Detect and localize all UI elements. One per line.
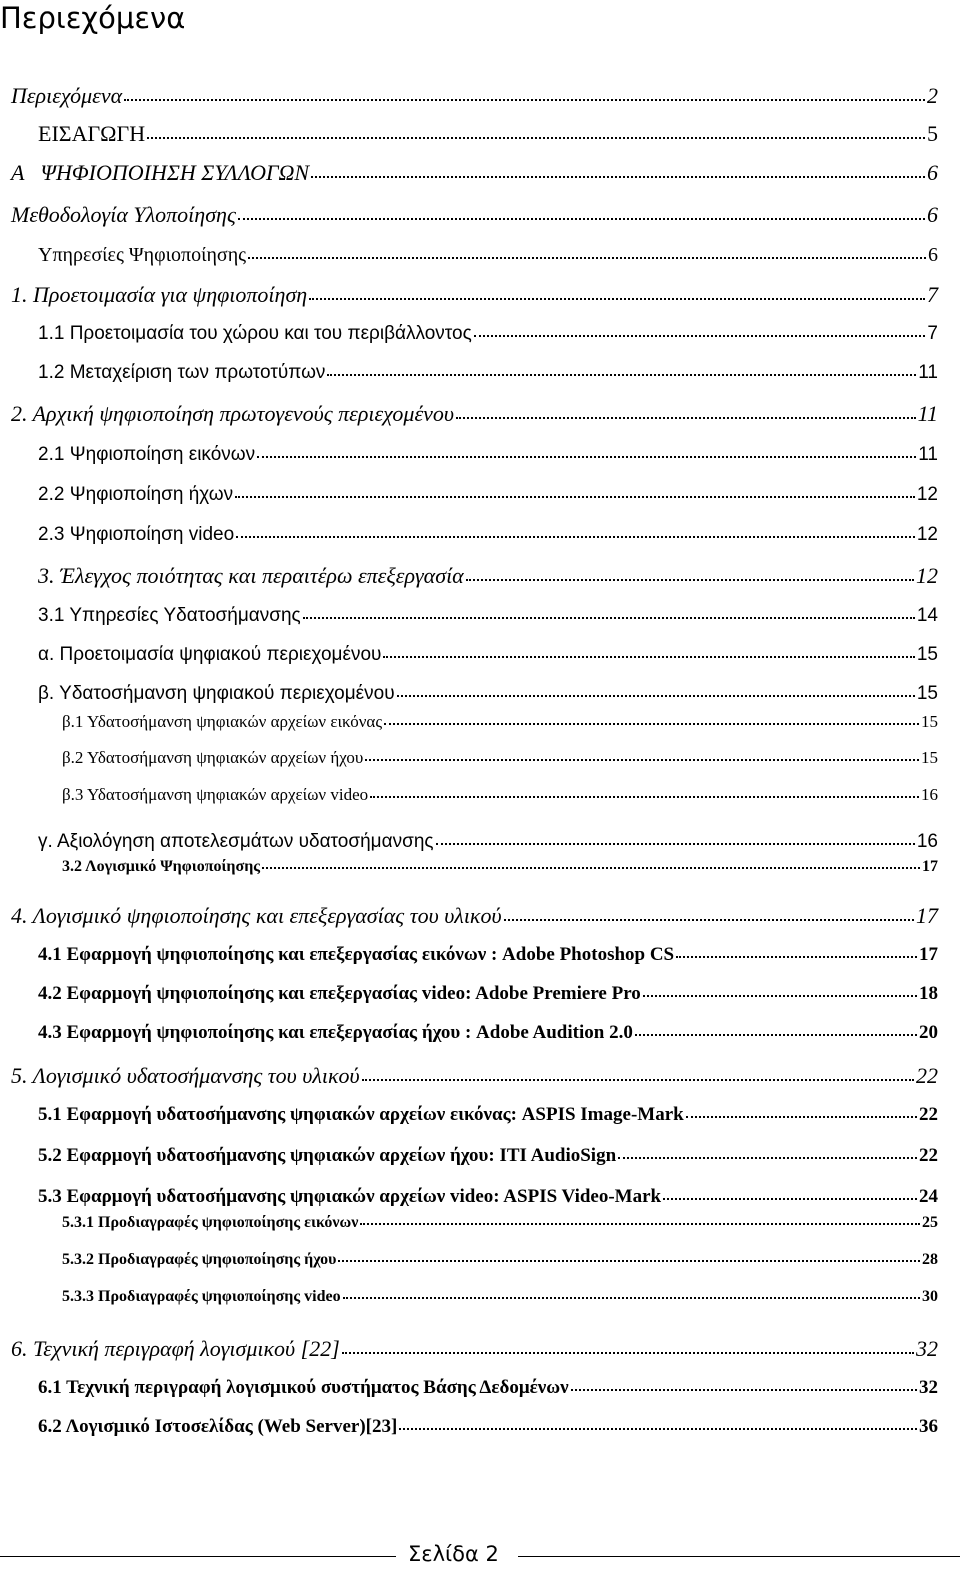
toc-entry-title: β. Υδατοσήμανση ψηφιακού περιεχομένου (38, 683, 395, 704)
toc-entry[interactable] (38, 983, 938, 1005)
toc-leader (303, 616, 915, 619)
toc-leader (311, 175, 925, 178)
toc-entry[interactable] (62, 1214, 938, 1232)
toc-leader (236, 535, 915, 538)
toc-entry-page: 12 (916, 524, 938, 545)
toc-entry-title: 6.1 Τεχνική περιγραφή λογισμικού συστήματος Βάσης Δεδομένων (38, 1377, 569, 1398)
toc-entry-page: 32 (919, 1377, 938, 1398)
toc-entry[interactable] (38, 1416, 938, 1438)
toc-leader (238, 217, 925, 220)
toc-entry-page: 11 (917, 401, 938, 426)
toc-leader (663, 1197, 917, 1200)
toc-entry-title: 1.2 Μεταχείριση των πρωτοτύπων (38, 362, 326, 383)
toc-entry-title: β.3 Υδατοσήμανση ψηφιακών αρχείων video (62, 785, 369, 804)
toc-leader (474, 334, 926, 337)
toc-entry-title: 4.3 Εφαρμογή ψηφιοποίησης και επεξεργασίας ήχου : Adobe Audition 2.0 (38, 1022, 633, 1043)
toc-entry-title: 5.3 Εφαρμογή υδατοσήμανσης ψηφιακών αρχείων video: ASPIS Video-Mark (38, 1186, 662, 1207)
toc-leader (370, 795, 919, 798)
toc-entry-title: 4. Λογισμικό ψηφιοποίησης και επεξεργασίας του υλικού (11, 903, 502, 928)
toc-entry-title: 1.1 Προετοιμασία του χώρου και του περιβάλλοντος (38, 323, 472, 344)
toc-entry[interactable] (11, 1063, 938, 1089)
page-title: Περιεχόμενα (0, 1, 186, 35)
toc-leader (466, 578, 914, 581)
toc-entry-page: 32 (916, 1336, 938, 1361)
toc-entry-page: 20 (919, 1022, 938, 1043)
toc-entry[interactable] (11, 202, 938, 228)
toc-entry[interactable] (38, 644, 938, 666)
toc-entry-page: 25 (922, 1214, 938, 1231)
toc-entry-title: γ. Αξιολόγηση αποτελεσμάτων υδατοσήμανσης (38, 831, 434, 852)
toc-leader (399, 1427, 917, 1430)
toc-entry-title: 2.2 Ψηφιοποίηση ήχων (38, 484, 234, 505)
toc-entry-page: 17 (922, 858, 938, 875)
toc-leader (635, 1033, 917, 1036)
toc-entry[interactable] (62, 858, 938, 876)
toc-leader (124, 98, 925, 101)
toc-entry[interactable] (38, 524, 938, 546)
toc-entry[interactable] (62, 1251, 938, 1269)
toc-entry[interactable] (38, 244, 938, 267)
toc-leader (262, 866, 920, 869)
toc-entry[interactable] (38, 121, 938, 147)
toc-leader (343, 1296, 920, 1299)
toc-entry[interactable] (38, 605, 938, 627)
toc-leader (327, 373, 916, 376)
toc-entry[interactable] (38, 944, 938, 966)
toc-leader (643, 994, 917, 997)
toc-entry[interactable] (38, 1186, 938, 1208)
toc-entry[interactable] (11, 160, 938, 186)
toc-entry-page: 16 (921, 785, 938, 804)
toc-entry[interactable] (11, 903, 938, 929)
toc-entry-page: 12 (916, 563, 938, 588)
toc-entry-page: 22 (919, 1145, 938, 1166)
toc-entry-title: β.2 Υδατοσήμανση ψηφιακών αρχείων ήχου (62, 748, 364, 767)
toc-entry-title: 5.2 Εφαρμογή υδατοσήμανσης ψηφιακών αρχείων ήχου: ITI AudioSign (38, 1145, 617, 1166)
toc-entry-page: 6 (927, 202, 938, 227)
toc-entry-page: 15 (921, 712, 938, 731)
toc-entry-title: 5.3.2 Προδιαγραφές ψηφιοποίησης ήχου (62, 1251, 337, 1268)
toc-entry-page: 7 (927, 323, 938, 344)
toc-entry-page: 14 (916, 605, 938, 626)
toc-leader (504, 918, 914, 921)
page-footer (0, 1542, 960, 1572)
toc-entry-title: 5.1 Εφαρμογή υδατοσήμανσης ψηφιακών αρχείων εικόνας: ASPIS Image-Mark (38, 1104, 684, 1125)
toc-leader (235, 495, 915, 498)
toc-entry-title: ΕΙΣΑΓΩΓΗ (38, 121, 146, 146)
toc-leader (456, 416, 916, 419)
toc-entry-page: 11 (918, 362, 938, 383)
toc-entry[interactable] (38, 1104, 938, 1126)
toc-entry-page: 6 (928, 244, 938, 266)
toc-entry-title: 2.3 Ψηφιοποίηση video (38, 524, 235, 545)
footer-rule-right (518, 1556, 960, 1557)
toc-entry[interactable] (38, 1145, 938, 1167)
toc-leader (248, 256, 926, 259)
toc-entry-page: 28 (922, 1251, 938, 1268)
toc-entry[interactable] (38, 484, 938, 506)
toc-entry-page: 15 (921, 748, 938, 767)
toc-entry[interactable] (38, 831, 938, 853)
toc-entry[interactable] (38, 1022, 938, 1044)
toc-entry[interactable] (62, 748, 938, 768)
toc-entry-title: α. Προετοιμασία ψηφιακού περιεχομένου (38, 644, 382, 665)
toc-entry-page: 2 (927, 83, 938, 108)
toc-leader (362, 1078, 914, 1081)
toc-leader (618, 1156, 917, 1159)
toc-leader (436, 842, 915, 845)
toc-entry[interactable] (38, 683, 938, 705)
toc-entry-page: 17 (916, 903, 938, 928)
toc-entry-page: 36 (919, 1416, 938, 1437)
toc-entry[interactable] (62, 712, 938, 732)
toc-leader (686, 1115, 917, 1118)
toc-entry[interactable] (11, 83, 938, 109)
toc-entry-page: 5 (927, 121, 938, 146)
toc-leader (338, 1259, 920, 1262)
toc-entry[interactable] (62, 785, 938, 805)
toc-entry-title: Περιεχόμενα (11, 83, 123, 108)
toc-entry-title: 3. Έλεγχος ποιότητας και περαιτέρω επεξεργασία (38, 563, 464, 588)
toc-leader (309, 297, 925, 300)
toc-entry-page: 24 (919, 1186, 938, 1207)
toc-leader (365, 758, 919, 761)
toc-entry-page: 15 (916, 644, 938, 665)
toc-leader (571, 1388, 917, 1391)
toc-entry[interactable] (38, 362, 938, 384)
toc-entry-page: 6 (927, 160, 938, 185)
toc-entry[interactable] (38, 323, 938, 345)
toc-entry-page: 22 (916, 1063, 938, 1088)
toc-entry-page: 17 (919, 944, 938, 965)
toc-leader (147, 136, 925, 139)
toc-entry-title: 5.3.3 Προδιαγραφές ψηφιοποίησης video (62, 1288, 341, 1305)
toc-entry-title: 3.1 Υπηρεσίες Υδατοσήμανσης (38, 605, 301, 626)
toc-leader (257, 455, 916, 458)
toc-entry-title: 5. Λογισμικό υδατοσήμανσης του υλικού (11, 1063, 360, 1088)
toc-entry-title: 6.2 Λογισμικό Ιστοσελίδας (Web Server)[23] (38, 1416, 398, 1437)
toc-entry-page: 16 (916, 831, 938, 852)
toc-entry-title: 4.1 Εφαρμογή ψηφιοποίησης και επεξεργασίας εικόνων : Adobe Photoshop CS (38, 944, 675, 965)
toc-entry-title: 2. Αρχική ψηφιοποίηση πρωτογενούς περιεχομένου (11, 401, 454, 426)
toc-entry-title: 1. Προετοιμασία για ψηφιοποίηση (11, 282, 308, 307)
toc-entry-title: 4.2 Εφαρμογή ψηφιοποίησης και επεξεργασίας video: Adobe Premiere Pro (38, 983, 641, 1004)
toc-entry[interactable] (38, 1377, 938, 1399)
toc-entry-title: 5.3.1 Προδιαγραφές ψηφιοποίησης εικόνων (62, 1214, 359, 1231)
toc-leader (383, 655, 914, 658)
toc-entry-page: 18 (919, 983, 938, 1004)
toc-entry[interactable] (11, 401, 938, 427)
toc-entry-page: 30 (922, 1288, 938, 1305)
toc-entry-page: 12 (916, 484, 938, 505)
toc-leader (342, 1351, 914, 1354)
toc-entry-title: 2.1 Ψηφιοποίηση εικόνων (38, 444, 256, 465)
footer-rule-left (0, 1556, 396, 1557)
toc-entry-page: 22 (919, 1104, 938, 1125)
toc-entry-page: 11 (918, 444, 938, 465)
toc-entry-title: Υπηρεσίες Ψηφιοποίησης (38, 244, 247, 266)
toc-leader (360, 1222, 920, 1225)
toc-entry-title: β.1 Υδατοσήμανση ψηφιακών αρχείων εικόνας (62, 712, 383, 731)
toc-entry[interactable] (38, 444, 938, 466)
toc-entry-title: Α ΨΗΦΙΟΠΟΙΗΣΗ ΣΥΛΛΟΓΩΝ (11, 160, 310, 185)
toc-entry-title: 6. Τεχνική περιγραφή λογισμικού [22] (11, 1336, 340, 1361)
toc-entry[interactable] (38, 563, 938, 589)
toc-entry-title: Μεθοδολογία Υλοποίησης (11, 202, 236, 227)
toc-leader (384, 722, 919, 725)
toc-entry[interactable] (11, 282, 938, 308)
toc-entry[interactable] (62, 1288, 938, 1306)
toc-entry[interactable] (11, 1336, 938, 1362)
toc-entry-page: 7 (927, 282, 938, 307)
toc-entry-title: 3.2 Λογισμικό Ψηφιοποίησης (62, 858, 261, 875)
toc-entry-page: 15 (916, 683, 938, 704)
toc-leader (397, 694, 915, 697)
page-number-label: Σελίδα 2 (408, 1542, 499, 1566)
toc-leader (676, 955, 917, 958)
